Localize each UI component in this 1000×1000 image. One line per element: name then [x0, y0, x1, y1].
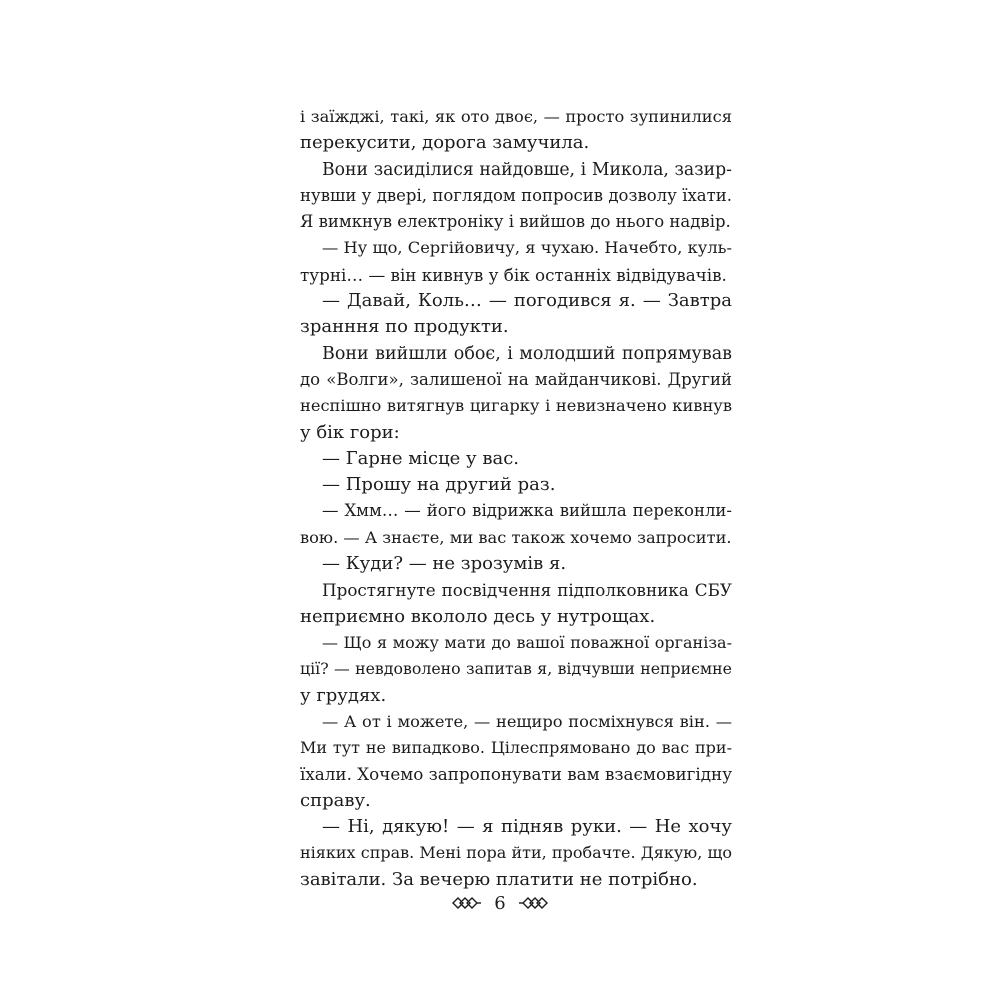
- text-line: до «Волги», залишеної на майданчикові. Другий: [300, 369, 732, 389]
- text-line: — Давай, Коль… — погодився я. — Завтра: [322, 290, 732, 312]
- text-line: неприємно вкололо десь у нутрощах.: [300, 605, 656, 627]
- page-folio: [0, 888, 1000, 918]
- text-line: перекусити, дорога замучила.: [300, 132, 590, 154]
- text-line: — Хмм… — його відрижка вийшла переконли-: [322, 501, 732, 521]
- text-line: Вони засиділися найдовше, і Микола, зазир-: [322, 159, 732, 180]
- text-line: — А от і можете, — нещиро посміхнувся він. —: [322, 711, 732, 731]
- text-line: — Куди? — не зрозумів я.: [322, 553, 567, 575]
- text-line: Ми тут не випадково. Цілеспрямовано до вас при-: [300, 738, 732, 758]
- body-text: [300, 104, 732, 893]
- text-line: їхали. Хочемо запропонувати вам взаємовигідну: [300, 764, 733, 785]
- text-line: турні… — він кивнув у бік останніх відвідувачів.: [300, 264, 727, 285]
- text-line: — Прошу на другий раз.: [322, 474, 556, 496]
- knot-ornament-icon: [518, 896, 548, 910]
- text-line: нувши у двері, поглядом попросив дозволу їхати.: [300, 185, 732, 205]
- text-line: вою. — А знаєте, ми вас також хочемо запросити.: [300, 527, 732, 547]
- text-line: Простягнуте посвідчення підполковника СБУ: [322, 580, 732, 601]
- text-line: — Ні, дякую! — я підняв руки. — Не хочу: [322, 816, 732, 838]
- text-line: у грудях.: [300, 684, 387, 706]
- text-line: справу.: [300, 789, 371, 811]
- text-line: Я вимкнув електроніку і вийшов до нього надвір.: [300, 212, 731, 232]
- text-line: завітали. За вечерю платити не потрібно.: [300, 868, 698, 890]
- text-line: — Що я можу мати до вашої поважної організа-: [322, 632, 732, 652]
- text-line: у бік гори:: [300, 421, 400, 443]
- text-line: — Гарне місце у вас.: [322, 447, 520, 469]
- page-number: 6: [494, 892, 506, 914]
- text-line: ніяких справ. Мені пора йти, пробачте. Дякую, що: [300, 843, 732, 863]
- text-line: — Ну що, Сергійовичу, я чухаю. Начебто, куль-: [322, 238, 732, 258]
- text-line: ції? — невдоволено запитав я, відчувши неприємне: [300, 659, 732, 679]
- text-line: неспішно витягнув цигарку і невизначено кивнув: [300, 396, 732, 416]
- text-line: і заїжджі, такі, як ото двоє, — просто зупинилися: [300, 107, 732, 126]
- text-line: Вони вийшли обоє, і молодший попрямував: [322, 343, 732, 364]
- knot-ornament-icon: [452, 896, 482, 910]
- text-line: зранння по продукти.: [300, 316, 509, 338]
